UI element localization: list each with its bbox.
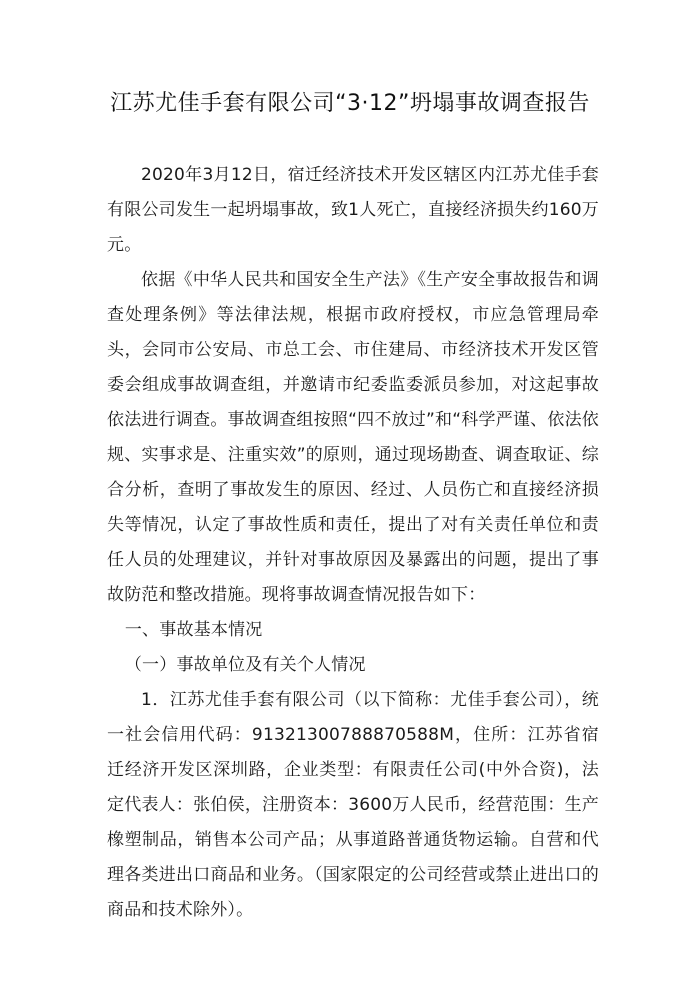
report-title: 江苏尤佳手套有限公司“3·12”坍塌事故调查报告 [110, 91, 590, 116]
report-body [107, 158, 599, 928]
section-heading: 一、事故基本情况 [124, 620, 263, 640]
company-info-paragraph: 1．江苏尤佳手套有限公司（以下简称：尤佳手套公司），统一社会信用代码：91321300788870588M，住所：江苏省宿迁经济开发区深圳路，企业类型：有限责任公司(中外合资)，法定代表人：张伯侯，注册资本：3600万人民币，经营范围：生产橡塑制品，销售本公司产品；从事道路普通货物运输。自营和代理各类进出口商品和业务。（国家限定的公司经营或禁止进出口的商品和技术除外）。 [107, 690, 599, 920]
intro-paragraph: 2020年3月12日，宿迁经济技术开发区辖区内江苏尤佳手套有限公司发生一起坍塌事故，致1人死亡，直接经济损失约160万元。 [107, 165, 599, 255]
subsection-heading: （一）事故单位及有关个人情况 [124, 655, 366, 675]
basis-paragraph: 依据《中华人民共和国安全生产法》《生产安全事故报告和调查处理条例》等法律法规，根据市政府授权，市应急管理局牵头，会同市公安局、市总工会、市住建局、市经济技术开发区管委会组成事故调查组，并邀请市纪委监委派员参加，对这起事故依法进行调查。事故调查组按照“四不放过”和“科学严谨、依法依规、实事求是、注重实效”的原则，通过现场勘查、调查取证、综合分析，查明了事故发生的原因、经过、人员伤亡和直接经济损失等情况，认定了事故性质和责任，提出了对有关责任单位和责任人员的处理建议，并针对事故原因及暴露出的问题，提出了事故防范和整改措施。现将事故调查情况报告如下： [107, 270, 599, 605]
